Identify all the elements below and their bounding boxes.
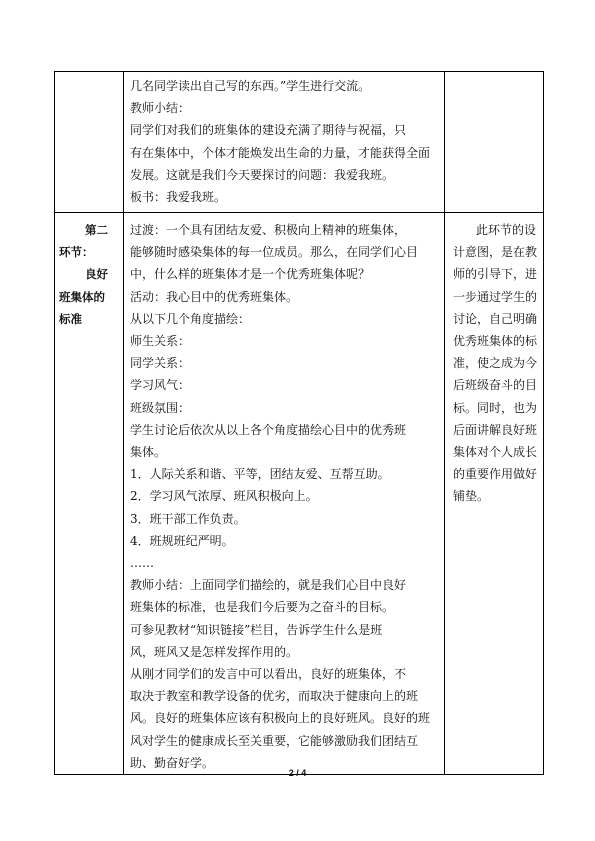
text-line: 师生关系：	[130, 334, 191, 349]
text-line: 的重要作用做好	[453, 467, 538, 482]
table-row	[55, 72, 544, 213]
text-line: 学生讨论后依次从以上各个角度描绘心目中的优秀班	[130, 422, 407, 437]
text-line: 同学关系：	[130, 356, 191, 371]
text-line: 教师小结：上面同学们描绘的，就是我们心目中良好	[130, 578, 407, 593]
text-line: 计意图，是在教	[453, 245, 538, 260]
text-line: 班集体的标准，也是我们今后要为之奋斗的目标。	[130, 600, 395, 615]
text-line: 后面讲解良好班	[453, 422, 538, 437]
stage-label: 第二	[85, 223, 108, 237]
text-line: 风。良好的班集体应该有积极向上的良好班风。良好的班	[130, 711, 431, 726]
text-line: 3．班干部工作负责。	[130, 511, 246, 526]
text-line: 优秀班集体的标	[453, 334, 538, 349]
text-line: 师的引导下，进	[453, 267, 538, 282]
stage-label: 班集体的	[59, 289, 105, 304]
text-line: 集体对个人成长	[453, 445, 538, 460]
text-line: 1．人际关系和谐、平等，团结友爱、互帮互助。	[130, 467, 390, 482]
text-line: 教师小结：	[130, 101, 191, 116]
stage-cell	[55, 213, 124, 775]
table-row	[55, 213, 544, 775]
text-line: 准，使之成为今	[453, 356, 538, 371]
stage-cell	[55, 72, 124, 213]
text-line: 能够随时感染集体的每一位成员。那么，在同学们心目	[130, 245, 419, 260]
intent-cell	[445, 72, 544, 213]
text-line: 讨论，自己明确	[453, 311, 538, 326]
stage-label: 良好	[85, 267, 108, 282]
text-line: 发展。这就是我们今天要探讨的问题：我爱我班。	[130, 167, 395, 182]
text-line: 同学们对我们的班集体的建设充满了期待与祝福，只	[130, 123, 407, 138]
text-line: 从以下几个角度描绘：	[130, 311, 251, 326]
activity-cell	[124, 213, 445, 775]
text-line: ……	[130, 556, 154, 571]
text-line: 集体。	[130, 445, 167, 460]
text-line: 几名同学读出自己写的东西。”学生进行交流。	[130, 79, 371, 93]
text-line: 铺垫。	[453, 489, 490, 504]
text-line: 风，班风又是怎样发挥作用的。	[130, 644, 299, 659]
stage-label: 环节：	[59, 245, 94, 260]
text-line: 可参见教材“知识链接”栏目，告诉学生什么是班	[130, 622, 383, 637]
stage-label: 标准	[59, 311, 82, 326]
page-number: 2 / 4	[288, 768, 307, 778]
text-line: 后班级奋斗的目	[453, 378, 538, 393]
text-line: 活动：我心目中的优秀班集体。	[130, 289, 299, 304]
text-line: 班级氛围：	[130, 400, 191, 415]
activity-cell	[124, 72, 445, 213]
text-line: 过渡：一个具有团结友爱、积极向上精神的班集体，	[130, 223, 407, 237]
text-line: 风对学生的健康成长至关重要，它能够激励我们团结互	[130, 733, 419, 748]
text-line: 标。同时，也为	[453, 400, 538, 415]
text-line: 板书：我爱我班。	[130, 190, 227, 205]
text-line: 取决于教室和教学设备的优劣，而取决于健康向上的班	[130, 689, 419, 704]
intent-cell	[445, 213, 544, 775]
lesson-plan-table	[54, 71, 544, 775]
text-line: 4．班规班纪严明。	[130, 533, 234, 548]
text-line: 一步通过学生的	[453, 289, 538, 304]
text-line: 2．学习风气浓厚、班风积极向上。	[130, 489, 318, 504]
text-line: 从刚才同学们的发言中可以看出，良好的班集体，不	[130, 667, 407, 682]
text-line: 助、勤奋好学。	[130, 755, 215, 770]
text-line: 学习风气：	[130, 378, 191, 393]
text-line: 有在集体中，个体才能焕发出生命的力量，才能获得全面	[130, 145, 431, 160]
text-line: 此环节的设	[476, 223, 537, 237]
text-line: 中，什么样的班集体才是一个优秀班集体呢？	[130, 267, 371, 282]
